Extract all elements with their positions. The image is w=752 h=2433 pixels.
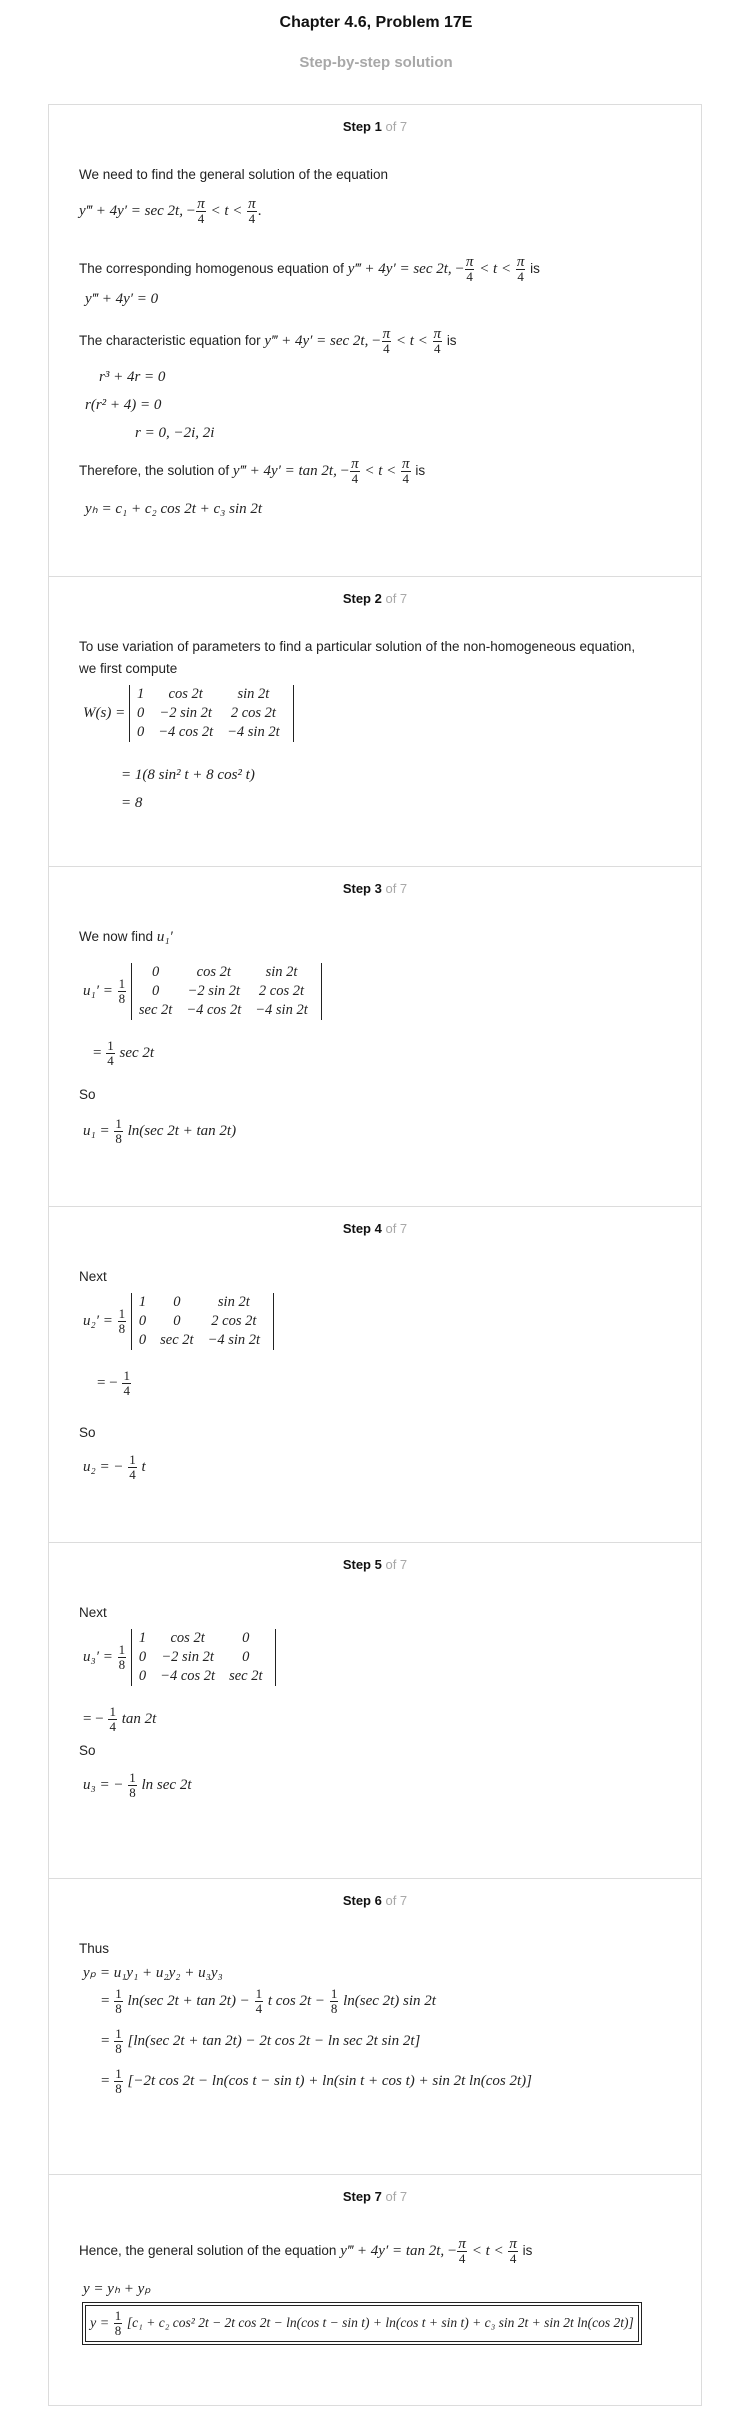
matrix-cell: 0 xyxy=(138,1332,147,1348)
step-text: To use variation of parameters to find a particular solution of the non-homogeneous equation, xyxy=(79,639,636,654)
matrix-cell: −4 cos 2t xyxy=(186,1002,242,1018)
matrix xyxy=(135,1293,270,1350)
math-line: = $\frac{1}{8}$ ln(sec 2t + tan 2t) − $\frac{1}{4}$ t cos 2t − $\frac{1}{8}$ ln(sec 2t) sin 2t xyxy=(101,1986,436,2016)
matrix-cell: 0 xyxy=(242,1649,250,1665)
page-title: Chapter 4.6, Problem 17E xyxy=(279,14,473,31)
matrix-row xyxy=(135,1312,270,1331)
u3-prime: u₃′ = $\frac{1}{8}$ 1 cos 2t 0 0 −2 sin 2t 0 0 −4 cos 2t sec 2t xyxy=(83,1629,276,1686)
matrix-cell: sin 2t xyxy=(265,964,298,980)
step-header: Step 1 of 7 xyxy=(342,119,408,134)
matrix-cell: −2 sin 2t xyxy=(161,1649,214,1665)
matrix-row xyxy=(135,1331,270,1350)
step-header: Step 3 of 7 xyxy=(342,881,408,896)
matrix-row xyxy=(133,704,290,723)
matrix-cell: 0 xyxy=(136,705,145,721)
page-subtitle: Step-by-step solution xyxy=(299,54,453,71)
math-char-1: r³ + 4r = 0 xyxy=(99,369,166,385)
step-header: Step 7 of 7 xyxy=(342,2189,408,2204)
u2-prime: u₂′ = $\frac{1}{8}$ 1 0 sin 2t 0 0 2 cos 2t 0 sec 2t −4 sin 2t xyxy=(83,1293,274,1350)
matrix-cell: 0 xyxy=(173,1313,181,1329)
step-text: We now find u₁′ xyxy=(79,929,173,945)
matrix-cell: 0 xyxy=(173,1294,181,1310)
matrix-cell: 1 xyxy=(138,1630,147,1646)
step-5 xyxy=(49,1543,701,1879)
matrix-row xyxy=(133,723,290,742)
matrix-cell: −4 cos 2t xyxy=(158,724,214,740)
math-char-3: r = 0, −2i, 2i xyxy=(135,425,215,441)
matrix-cell: 0 xyxy=(151,964,160,980)
step-3 xyxy=(49,867,701,1207)
math-solution-line: Therefore, the solution of y‴ + 4y′ = tan 2t, − $\frac{\pi}{4}$ < t < $\frac{\pi}{4}$ is xyxy=(79,456,426,486)
u1: u₁ = $\frac{1}{8}$ ln(sec 2t + tan 2t) xyxy=(83,1116,237,1146)
matrix-cell: sec 2t xyxy=(160,1332,194,1348)
math-line: = 8 xyxy=(121,795,143,811)
matrix-cell: 0 xyxy=(138,1649,147,1665)
matrix-cell: cos 2t xyxy=(168,686,203,702)
step-header: Step 4 of 7 xyxy=(342,1221,408,1236)
math-line: = − $\frac{1}{4}$ tan 2t xyxy=(83,1704,157,1734)
matrix-cell: 2 cos 2t xyxy=(230,705,276,721)
math-homog-line: The corresponding homogenous equation of y‴ + 4y′ = sec 2t, − $\frac{\pi}{4}$ < t < $\frac{\pi}{4}$ is xyxy=(79,254,540,284)
math-yp: yₚ = u₁y₁ + u₂y₂ + u₃y₃ xyxy=(83,1965,223,1981)
matrix-cell: 1 xyxy=(138,1294,147,1310)
math-yh: yₕ = c₁ + c₂ cos 2t + c₃ sin 2t xyxy=(85,501,263,517)
step-4 xyxy=(49,1207,701,1543)
matrix-cell: 0 xyxy=(151,983,160,999)
matrix-cell: 2 cos 2t xyxy=(258,983,305,999)
matrix-cell: −4 sin 2t xyxy=(207,1332,261,1348)
step-text: So xyxy=(79,1425,96,1440)
matrix-cell: cos 2t xyxy=(196,964,231,980)
matrix-cell: sin 2t xyxy=(217,1294,250,1310)
matrix-cell: 0 xyxy=(242,1630,250,1646)
step-text: We need to find the general solution of the equation xyxy=(79,167,388,182)
u3: u₃ = − $\frac{1}{8}$ ln sec 2t xyxy=(83,1770,192,1800)
step-7 xyxy=(49,2175,701,2407)
matrix-cell: cos 2t xyxy=(170,1630,205,1646)
math-line: = $\frac{1}{8}$ [−2t cos 2t − ln(cos t − sin t) + ln(sin t + cos t) + sin 2t ln(cos 2t)] xyxy=(101,2066,532,2096)
matrix-row xyxy=(135,982,318,1001)
matrix-row xyxy=(133,685,290,704)
matrix-cell: 0 xyxy=(138,1313,147,1329)
matrix-row xyxy=(135,1293,270,1312)
math-y: y = yₕ + yₚ xyxy=(83,2281,151,2297)
matrix-cell: sin 2t xyxy=(237,686,270,702)
step-header: Step 5 of 7 xyxy=(342,1557,408,1572)
matrix-row xyxy=(135,1629,273,1648)
step-text: Next xyxy=(79,1605,107,1620)
matrix-cell: −4 cos 2t xyxy=(160,1668,216,1684)
step-1 xyxy=(49,105,701,577)
matrix-cell: sec 2t xyxy=(138,1002,173,1018)
matrix-cell: 1 xyxy=(136,686,145,702)
final-answer: y = $\frac{1}{8}$ [c₁ + c₂ cos² 2t − 2t cos 2t − ln(cos t − sin t) + ln(cos t + sin t) + c₃ sin 2t + sin 2t ln(cos 2t)] xyxy=(85,2305,639,2342)
step-header: Step 6 of 7 xyxy=(342,1893,408,1908)
math-line: = $\frac{1}{8}$ [ln(sec 2t + tan 2t) − 2t cos 2t − ln sec 2t sin 2t] xyxy=(101,2026,421,2056)
matrix-row xyxy=(135,963,318,982)
wronskian: W(s) = 1 cos 2t sin 2t 0 −2 sin 2t 2 cos 2t 0 −4 cos 2t −4 sin 2t xyxy=(83,685,294,742)
matrix-row xyxy=(135,1001,318,1020)
step-text: Hence, the general solution of the equation y‴ + 4y′ = tan 2t, − $\frac{\pi}{4}$ < t < $\frac{\pi}{4}$ is xyxy=(79,2236,533,2266)
math-line: = 1(8 sin² t + 8 cos² t) xyxy=(121,767,255,783)
step-text: Next xyxy=(79,1269,107,1284)
matrix xyxy=(135,963,318,1020)
math-char-2: r(r² + 4) = 0 xyxy=(85,397,162,413)
matrix xyxy=(135,1629,273,1686)
math-homog: y‴ + 4y′ = 0 xyxy=(85,291,159,307)
step-text: Thus xyxy=(79,1941,110,1956)
step-6 xyxy=(49,1879,701,2175)
matrix-cell: −2 sin 2t xyxy=(159,705,212,721)
u1-prime: u₁′ = $\frac{1}{8}$ 0 cos 2t sin 2t 0 −2 sin 2t 2 cos 2t sec 2t −4 cos 2t −4 sin 2t xyxy=(83,963,322,1020)
matrix-cell: −2 sin 2t xyxy=(187,983,241,999)
matrix-cell: 0 xyxy=(136,724,145,740)
step-text: we first compute xyxy=(79,661,178,676)
math-line: = − $\frac{1}{4}$ xyxy=(97,1368,130,1398)
step-header: Step 2 of 7 xyxy=(342,591,408,606)
math-line: = $\frac{1}{4}$ sec 2t xyxy=(93,1038,155,1068)
matrix-cell: sec 2t xyxy=(229,1668,263,1684)
matrix-row xyxy=(135,1648,273,1667)
matrix-cell: −4 sin 2t xyxy=(255,1002,308,1018)
matrix-cell: 0 xyxy=(138,1668,147,1684)
solution-container xyxy=(48,104,702,2406)
math-char-line: The characteristic equation for y‴ + 4y′ = sec 2t, − $\frac{\pi}{4}$ < t < $\frac{\pi}{4}$ is xyxy=(79,326,457,356)
step-text: So xyxy=(79,1743,96,1758)
matrix-cell: 2 cos 2t xyxy=(211,1313,257,1329)
matrix xyxy=(133,685,290,742)
matrix-row xyxy=(135,1667,273,1686)
step-2 xyxy=(49,577,701,867)
u2: u₂ = − $\frac{1}{4}$ t xyxy=(83,1452,146,1482)
step-text: So xyxy=(79,1087,96,1102)
matrix-cell: −4 sin 2t xyxy=(227,724,280,740)
math-equation: y‴ + 4y′ = sec 2t, − $\frac{\pi}{4}$ < t < $\frac{\pi}{4}$ . xyxy=(79,196,262,226)
